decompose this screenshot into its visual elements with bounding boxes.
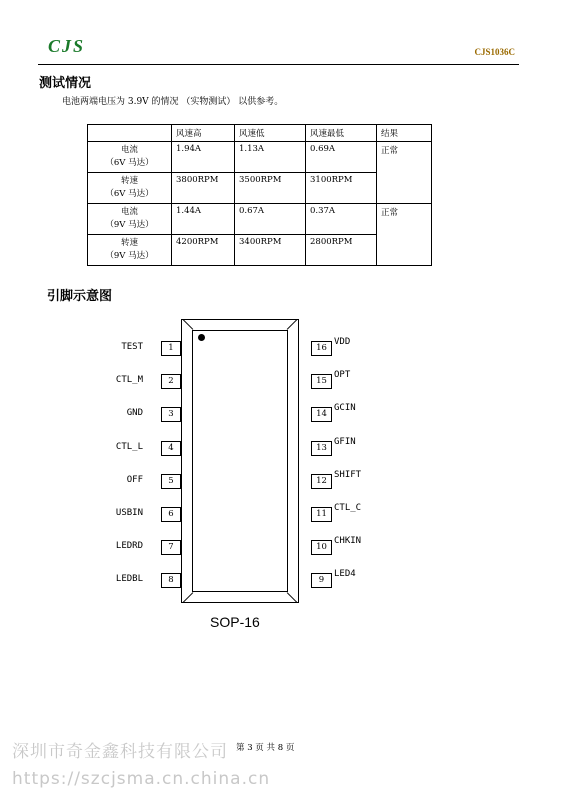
pin-name-left: CTL_M [115, 375, 143, 385]
row-label-main: 转速 [120, 176, 138, 186]
pin-number-left: 1 [161, 341, 181, 356]
header-divider [38, 64, 519, 65]
pin-name-right: SHIFT [334, 470, 362, 480]
table-cell: 2800RPM [306, 235, 377, 266]
pin-name-left: GND [126, 408, 143, 418]
pin-number-left: 3 [161, 407, 181, 422]
table-cell: 3400RPM [235, 235, 306, 266]
row-label-main: 电流 [120, 145, 138, 155]
pin-name-left: CTL_L [115, 442, 143, 452]
row-label-sub: （9V 马达） [105, 220, 154, 230]
chip-bevel-corner [287, 319, 298, 330]
pin-number-left: 6 [161, 507, 181, 522]
pin-name-left: LEDBL [115, 574, 143, 584]
table-header-cell: 风速低 [235, 125, 306, 142]
company-logo: CJS [48, 36, 86, 56]
chip-bevel-corner [183, 592, 194, 603]
row-label-main: 转速 [120, 238, 138, 248]
row-label [88, 142, 172, 173]
section-title-test: 测试情况 [39, 76, 92, 91]
table-cell: 1.13A [235, 142, 306, 173]
pin-name-left: TEST [121, 342, 143, 352]
chip-bevel-corner [287, 592, 298, 603]
pin-number-right: 13 [311, 441, 332, 456]
document-number: CJS1036C [474, 47, 515, 57]
watermark-url: https://szcjsma.cn.china.cn [12, 769, 271, 789]
row-label-sub: （6V 马达） [105, 158, 154, 168]
chip-body [181, 319, 299, 603]
table-cell: 1.94A [172, 142, 235, 173]
row-label-sub: （9V 马达） [105, 251, 154, 261]
pin-name-left: USBIN [115, 508, 143, 518]
table-cell: 3100RPM [306, 173, 377, 204]
row-label-sub: （6V 马达） [105, 189, 154, 199]
pin-number-right: 14 [311, 407, 332, 422]
table-cell: 1.44A [172, 204, 235, 235]
watermark-company: 深圳市奇金鑫科技有限公司 [12, 742, 228, 762]
pin-number-right: 12 [311, 474, 332, 489]
row-label [88, 235, 172, 266]
row-label [88, 173, 172, 204]
table-cell: 0.67A [235, 204, 306, 235]
table-header-row [88, 125, 432, 142]
pin-name-right: CTL_C [334, 503, 362, 513]
package-label: SOP-16 [210, 614, 260, 630]
table-header-cell: 风速最低 [306, 125, 377, 142]
pin-number-left: 8 [161, 573, 181, 588]
table-cell: 4200RPM [172, 235, 235, 266]
test-intro-text: 电池两端电压为 3.9V 的情况 （实物测试） 以供参考。 [62, 97, 284, 107]
pin-name-left: OFF [126, 475, 143, 485]
pin-name-right: GFIN [334, 437, 356, 447]
table-cell: 0.37A [306, 204, 377, 235]
pin-number-right: 9 [311, 573, 332, 588]
row-label-main: 电流 [120, 207, 138, 217]
table-cell: 3500RPM [235, 173, 306, 204]
pin-name-right: LED4 [334, 569, 356, 579]
pin-name-right: CHKIN [334, 536, 362, 546]
pin-number-right: 15 [311, 374, 332, 389]
pin-number-left: 2 [161, 374, 181, 389]
test-results-table [87, 124, 432, 266]
table-header-cell: 结果 [377, 125, 432, 142]
result-cell: 正常 [377, 142, 432, 204]
table-cell: 0.69A [306, 142, 377, 173]
row-label [88, 204, 172, 235]
chip-bevel-corner [183, 319, 194, 330]
pin-name-left: LEDRD [115, 541, 143, 551]
pin-number-left: 5 [161, 474, 181, 489]
pin-name-right: VDD [334, 337, 351, 347]
pin-number-right: 16 [311, 341, 332, 356]
pin-number-right: 10 [311, 540, 332, 555]
pin-name-right: OPT [334, 370, 351, 380]
pin1-marker-dot [198, 334, 205, 341]
page-number: 第 3 页 共 8 页 [236, 743, 295, 753]
table-cell: 3800RPM [172, 173, 235, 204]
pin-number-right: 11 [311, 507, 332, 522]
pin-number-left: 4 [161, 441, 181, 456]
chip-inner-outline [192, 330, 288, 592]
result-cell: 正常 [377, 204, 432, 266]
section-title-pinout: 引脚示意图 [47, 289, 113, 304]
table-header-cell: 风速高 [172, 125, 235, 142]
table-row [88, 204, 432, 235]
pin-number-left: 7 [161, 540, 181, 555]
table-header-cell [88, 125, 172, 142]
table-row [88, 142, 432, 173]
pin-name-right: GCIN [334, 403, 356, 413]
